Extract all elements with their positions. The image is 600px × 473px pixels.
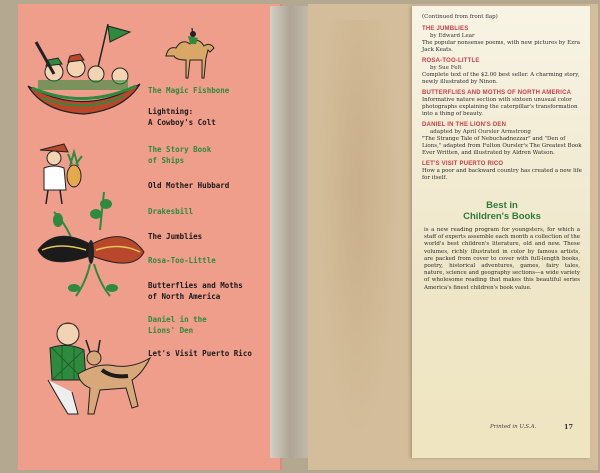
flap-heading: DANIEL IN THE LION'S DEN (422, 122, 507, 128)
flap-description: Informative nature section with sixteen unusual color photographs explaining the caterpillar's transformation into a thing of beauty. (422, 97, 578, 117)
book-spine (270, 6, 310, 458)
best-title-line-1: Best in (486, 200, 518, 211)
flap-heading: BUTTERFLIES AND MOTHS OF NORTH AMERICA (422, 90, 572, 96)
flap-heading: LET'S VISIT PUERTO RICO (422, 161, 504, 167)
printed-in-usa: Printed in U.S.A. (490, 424, 537, 430)
best-in-childrens-books-title (422, 200, 582, 222)
title-item: Rosa-Too-Little (148, 256, 216, 265)
flap-description: How a poor and backward country has created a new life for itself. (422, 168, 582, 181)
title-item: Daniel in the (148, 315, 207, 324)
book-flap (412, 6, 590, 458)
boat-with-children-icon (24, 14, 144, 120)
page-number: 17 (564, 423, 574, 431)
boy-with-deer-icon (38, 318, 158, 428)
continued-note: (Continued from front flap) (422, 14, 498, 20)
title-item: The Magic Fishbone (148, 86, 230, 95)
flap-byline: by Edward Lear (430, 33, 475, 39)
flap-description: Complete text of the $2.00 best seller. A charming story, newly illustrated by Ninon. (422, 72, 580, 85)
flap-description: The popular nonsense poems, with new pictures by Ezra Jack Keats. (422, 40, 580, 53)
title-item: of Ships (148, 156, 185, 165)
camel-rider-icon (160, 22, 220, 82)
paper-stain (318, 20, 398, 440)
program-description: is a new reading program for youngsters, for which a staff of experts assemble each month a collection of the world's best children's literature, old and new. These volumes, richly illustrated in color by famous artists, are packed from cover to cover with full-length books, poetry, historical adventures, games, fairy tales, nature, science and geography sections—a wide variety of wholesome reading that makes this beautiful series America's finest children's book value. (424, 227, 580, 291)
title-item: Old Mother Hubbard (148, 181, 230, 190)
title-item: The Jumblies (148, 232, 203, 241)
flap-byline: by Sue Felt (430, 65, 462, 71)
title-item: Butterflies and Moths (148, 281, 243, 290)
title-item: A Cowboy's Colt (148, 118, 216, 127)
butterfly-with-flowers-icon (36, 190, 146, 300)
flap-heading: THE JUMBLIES (422, 26, 469, 32)
flap-description: "The Strange Tale of Nebuchadnezzar" and "Den of Lions," adapted from Fulton Oursler's The Greatest Book Ever Written, and illustrated by Aldren Watson. (422, 136, 582, 156)
title-item: The Story Book (148, 145, 212, 154)
title-item: Lions' Den (148, 326, 194, 335)
flap-heading: ROSA-TOO-LITTLE (422, 58, 480, 64)
best-title-line-2: Children's Books (463, 211, 541, 222)
title-item: of North America (148, 292, 221, 301)
title-item: Lightning: (148, 107, 194, 116)
title-item: Let's Visit Puerto Rico (148, 349, 252, 358)
flap-byline: adapted by April Oursler Armstrong (430, 129, 531, 135)
title-item: Drakesbill (148, 207, 194, 216)
flap-content (422, 14, 582, 292)
